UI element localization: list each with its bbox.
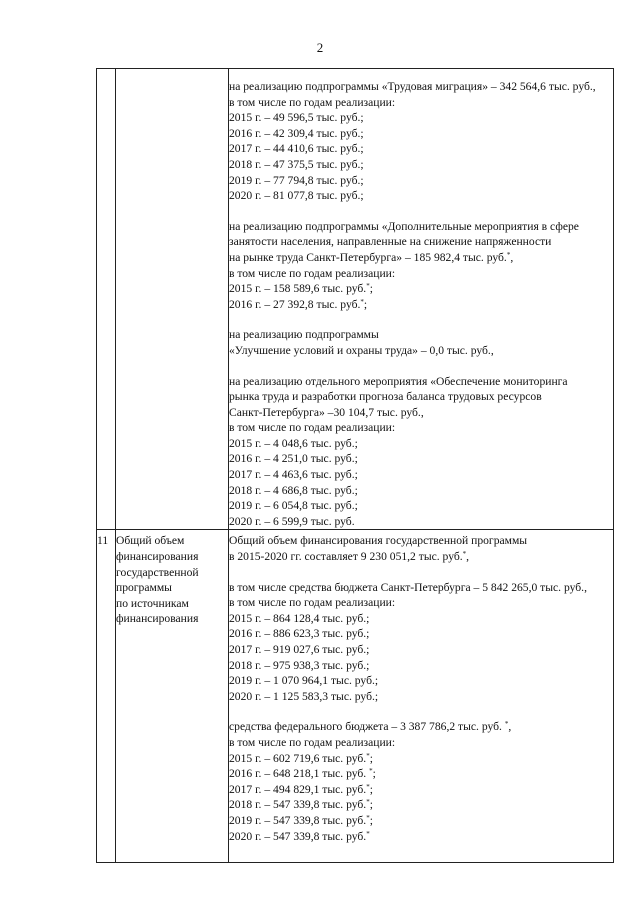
program-passport-table bbox=[96, 68, 614, 863]
text-line: 2016 г. – 27 392,8 тыс. руб.*; bbox=[229, 297, 368, 311]
text-line: на реализацию подпрограммы «Трудовая миграция» – 342 564,6 тыс. руб., bbox=[229, 80, 596, 93]
text-line: «Улучшение условий и охраны труда» – 0,0 тыс. руб., bbox=[229, 343, 494, 357]
text-line: в том числе по годам реализации: bbox=[229, 421, 396, 435]
text-line: 2015 г. – 158 589,6 тыс. руб.*; bbox=[229, 282, 373, 296]
row-content-cell bbox=[229, 530, 614, 863]
text-line: в том числе по годам реализации: bbox=[229, 266, 396, 280]
text-line: 2018 г. – 975 938,3 тыс. руб.; bbox=[229, 658, 370, 672]
footnote-marker: * bbox=[366, 751, 370, 760]
text-line: средства федерального бюджета – 3 387 786,2 тыс. руб. *, bbox=[229, 720, 512, 734]
footnote-marker: * bbox=[366, 282, 370, 291]
table-row bbox=[97, 530, 614, 863]
text-line: 2017 г. – 4 463,6 тыс. руб.; bbox=[229, 468, 358, 482]
text-line: 2015 г. – 49 596,5 тыс. руб.; bbox=[229, 111, 364, 125]
text-line: рынка труда и разработки прогноза баланса трудовых ресурсов bbox=[229, 390, 542, 404]
row-name-cell bbox=[116, 69, 229, 530]
text-line: 2017 г. – 44 410,6 тыс. руб.; bbox=[229, 142, 364, 156]
text-line: 2019 г. – 547 339,8 тыс. руб.*; bbox=[229, 813, 373, 827]
text-line: на реализацию подпрограммы bbox=[229, 328, 379, 342]
funding-paragraph bbox=[229, 580, 613, 705]
text-line: в том числе средства бюджета Санкт-Петербурга – 5 842 265,0 тыс. руб., bbox=[229, 580, 587, 594]
text-line: 2016 г. – 648 218,1 тыс. руб. *; bbox=[229, 767, 376, 781]
text-line: Санкт-Петербурга» –30 104,7 тыс. руб., bbox=[229, 405, 424, 419]
text-line: на рынке труда Санкт-Петербурга» – 185 982,4 тыс. руб.*, bbox=[229, 250, 514, 264]
subprogram-funding-list bbox=[229, 79, 613, 529]
row-content-cell bbox=[229, 69, 614, 530]
page-number: 2 bbox=[316, 40, 324, 55]
row-name-cell bbox=[116, 530, 229, 863]
text-line: в том числе по годам реализации: bbox=[229, 735, 396, 749]
text-line: 2020 г. – 81 077,8 тыс. руб.; bbox=[229, 189, 364, 203]
text-line: 2016 г. – 4 251,0 тыс. руб.; bbox=[229, 452, 358, 466]
text-line: 2018 г. – 547 339,8 тыс. руб.*; bbox=[229, 798, 373, 812]
row-name-line: Общий объем bbox=[116, 534, 185, 548]
text-line: 2017 г. – 919 027,6 тыс. руб.; bbox=[229, 643, 370, 656]
row-name-text bbox=[116, 533, 228, 627]
text-line: Общий объем финансирования государственной программы bbox=[229, 534, 528, 548]
row-name-line: государственной bbox=[116, 565, 199, 579]
funding-paragraph bbox=[229, 219, 613, 313]
text-line: 2019 г. – 6 054,8 тыс. руб.; bbox=[229, 499, 358, 513]
row-number-cell bbox=[97, 69, 116, 530]
total-funding-list bbox=[229, 533, 613, 844]
row-name-line: программы bbox=[116, 581, 172, 595]
text-line: в 2015-2020 гг. составляет 9 230 051,2 тыс. руб.*, bbox=[229, 550, 470, 564]
footnote-marker: * bbox=[462, 550, 467, 559]
funding-paragraph bbox=[229, 719, 613, 844]
row-name-line: финансирования bbox=[116, 550, 199, 564]
text-line: 2018 г. – 4 686,8 тыс. руб.; bbox=[229, 483, 358, 497]
text-line: 2015 г. – 864 128,4 тыс. руб.; bbox=[229, 611, 370, 625]
text-line: 2015 г. – 4 048,6 тыс. руб.; bbox=[229, 436, 358, 450]
text-line: 2020 г. – 1 125 583,3 тыс. руб.; bbox=[229, 689, 379, 703]
funding-paragraph bbox=[229, 79, 613, 204]
table-row bbox=[97, 69, 614, 530]
text-line: занятости населения, направленные на снижение напряженности bbox=[229, 235, 552, 249]
funding-paragraph bbox=[229, 374, 613, 530]
text-line: в том числе по годам реализации: bbox=[229, 596, 396, 610]
footnote-marker: * bbox=[366, 782, 370, 791]
text-line: 2019 г. – 1 070 964,1 тыс. руб.; bbox=[229, 674, 379, 688]
row-name-line: по источникам bbox=[116, 596, 189, 610]
footnote-marker: * bbox=[366, 798, 370, 807]
footnote-marker: * bbox=[366, 829, 370, 838]
row-number-cell: 11 bbox=[97, 530, 116, 863]
text-line: в том числе по годам реализации: bbox=[229, 95, 396, 109]
row-name-line: финансирования bbox=[116, 612, 199, 626]
text-line: 2017 г. – 494 829,1 тыс. руб.*; bbox=[229, 782, 373, 796]
text-line: 2020 г. – 547 339,8 тыс. руб.* bbox=[229, 829, 370, 843]
funding-paragraph bbox=[229, 327, 613, 358]
funding-paragraph bbox=[229, 533, 613, 564]
footnote-marker: * bbox=[504, 720, 509, 729]
text-line: 2016 г. – 886 623,3 тыс. руб.; bbox=[229, 627, 370, 641]
footnote-marker: * bbox=[369, 767, 373, 776]
text-line: 2018 г. – 47 375,5 тыс. руб.; bbox=[229, 157, 364, 171]
footnote-marker: * bbox=[506, 250, 511, 259]
footnote-marker: * bbox=[360, 297, 364, 306]
text-line: 2016 г. – 42 309,4 тыс. руб.; bbox=[229, 126, 364, 140]
text-line: 2015 г. – 602 719,6 тыс. руб.*; bbox=[229, 751, 373, 765]
footnote-marker: * bbox=[366, 813, 370, 822]
text-line: на реализацию подпрограммы «Дополнительные мероприятия в сфере bbox=[229, 219, 579, 233]
text-line: на реализацию отдельного мероприятия «Обеспечение мониторинга bbox=[229, 374, 568, 388]
text-line: 2020 г. – 6 599,9 тыс. руб. bbox=[229, 514, 355, 528]
text-line: 2019 г. – 77 794,8 тыс. руб.; bbox=[229, 173, 364, 187]
